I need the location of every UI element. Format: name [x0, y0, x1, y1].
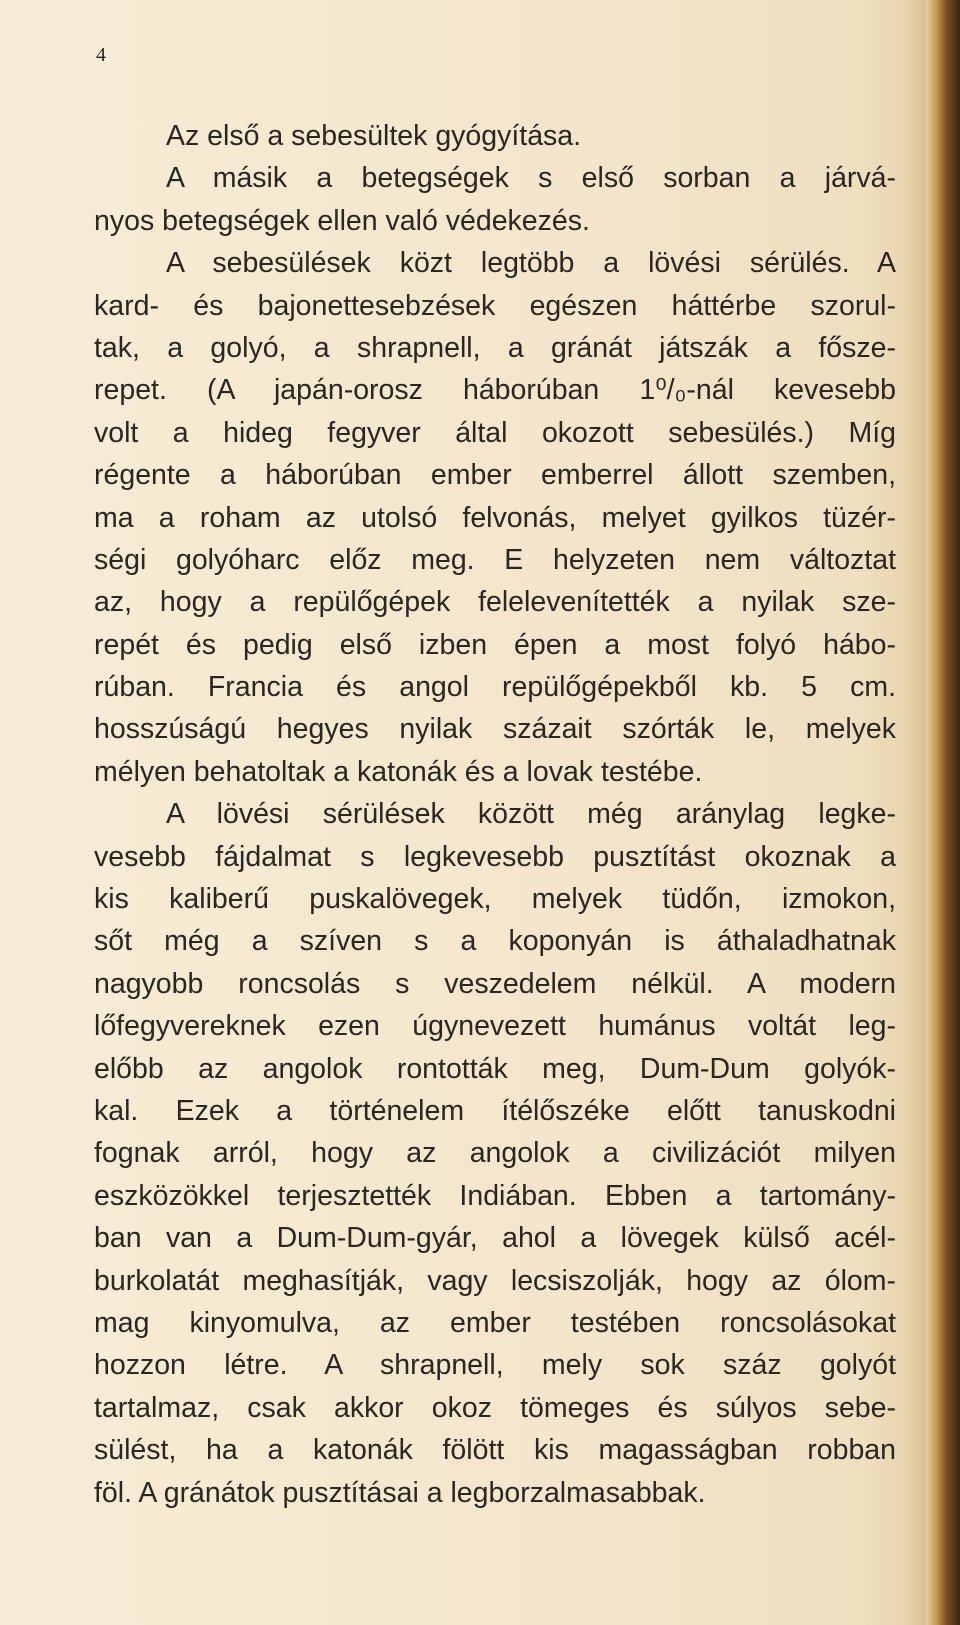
text-line: kal. Ezek a történelem ítélőszéke előtt tanuskodni: [94, 1094, 896, 1127]
text-line: ségi golyóharc előz meg. E helyzeten nem változtat: [94, 543, 896, 576]
text-line: mag kinyomulva, az ember testében roncsolásokat: [94, 1306, 896, 1339]
text-line: tartalmaz, csak akkor okoz tömeges és súlyos sebe-: [94, 1391, 896, 1424]
text-line: eszközökkel terjesztették Indiában. Ebben a tartomány-: [94, 1179, 896, 1212]
text-line: repet. (A japán-orosz háborúban 1⁰/₀-nál kevesebb: [94, 374, 896, 407]
text-line: tak, a golyó, a shrapnell, a gránát játszák a fősze-: [94, 331, 896, 364]
text-line: kis kaliberű puskalövegek, melyek tüdőn, izmokon,: [94, 883, 896, 916]
text-line: nagyobb roncsolás s veszedelem nélkül. A modern: [94, 967, 896, 1000]
text-line: sőt még a szíven s a koponyán is áthaladhatnak: [94, 925, 896, 958]
text-line: hozzon létre. A shrapnell, mely sok száz golyót: [94, 1349, 896, 1382]
text-line: régente a háborúban ember emberrel állott szemben,: [94, 459, 896, 492]
text-line: vesebb fájdalmat s legkevesebb pusztítást okoznak a: [94, 840, 896, 873]
text-line: ban van a Dum-Dum-gyár, ahol a lövegek külső acél-: [94, 1222, 896, 1255]
text-line: föl. A gránátok pusztításai a legborzalmasabbak.: [94, 1476, 706, 1509]
book-spine-edge: [926, 0, 960, 1625]
text-line: mélyen behatoltak a katonák és a lovak testébe.: [94, 755, 703, 788]
text-line: rúban. Francia és angol repülőgépekből kb. 5 cm.: [94, 671, 896, 704]
text-line: kard- és bajonettesebzések egészen háttérbe szorul-: [94, 289, 896, 322]
text-line: Az első a sebesültek gyógyítása.: [166, 120, 582, 152]
text-line: fognak arról, hogy az angolok a civilizációt milyen: [94, 1137, 896, 1170]
page-curve-shadow: [904, 0, 926, 1625]
text-line: burkolatát meghasítják, vagy lecsiszolják, hogy az ólom-: [94, 1264, 896, 1297]
text-line: repét és pedig első izben épen a most folyó hábo-: [94, 628, 896, 661]
text-line: előbb az angolok rontották meg, Dum-Dum golyók-: [94, 1052, 896, 1085]
text-line: sülést, ha a katonák fölött kis magasságban robban: [94, 1434, 896, 1467]
page-number: 4: [96, 44, 106, 66]
text-line: A sebesülések közt legtöbb a lövési sérülés. A: [166, 247, 896, 280]
text-line: ma a roham az utolsó felvonás, melyet gyilkos tüzér-: [94, 501, 896, 534]
text-line: volt a hideg fegyver által okozott sebesülés.) Míg: [94, 416, 896, 449]
text-line: hosszúságú hegyes nyilak százait szórták le, melyek: [94, 713, 896, 746]
body-text: [94, 115, 896, 1514]
text-line: nyos betegségek ellen való védekezés.: [94, 204, 590, 237]
text-line: A lövési sérülések között még aránylag legke-: [166, 798, 896, 831]
text-line: A másik a betegségek s első sorban a járvá-: [166, 162, 896, 195]
text-line: lőfegyvereknek ezen úgynevezett humánus voltát leg-: [94, 1010, 896, 1043]
text-line: az, hogy a repülőgépek felelevenítették a nyilak sze-: [94, 586, 896, 619]
